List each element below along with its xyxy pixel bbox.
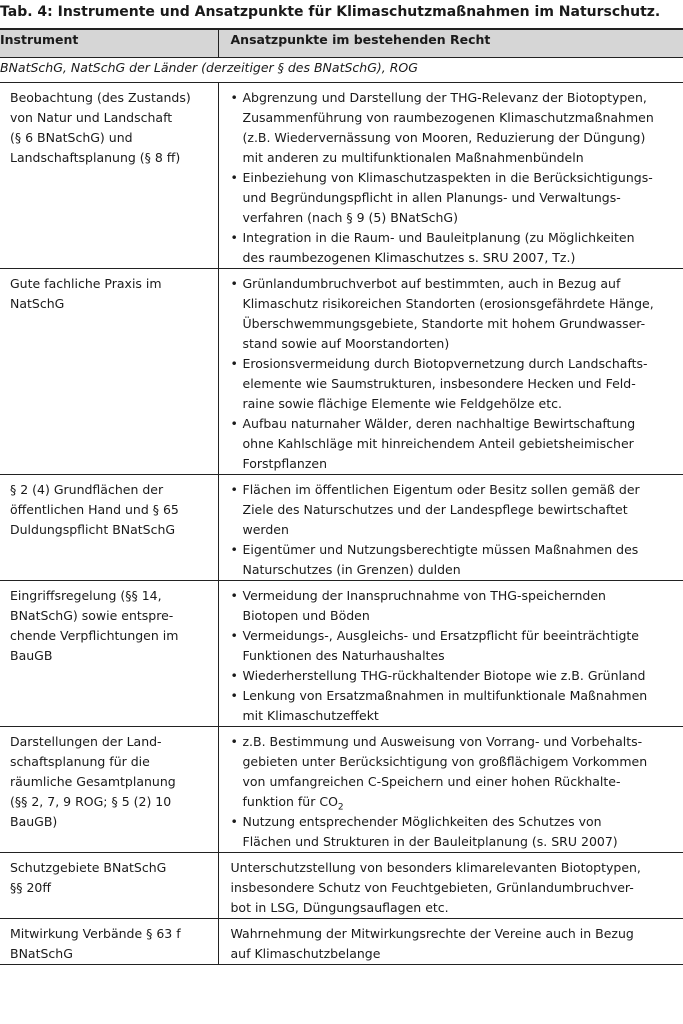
bullet-line: • Nutzung entsprechender Möglichkeiten des Schutzes von: [242, 814, 602, 829]
bullet-line: (z.B. Wiedervernässung von Mooren, Reduzierung der Düngung): [242, 130, 646, 145]
ansatz-cell: [218, 919, 683, 965]
bullet-line: raine sowie flächige Elemente wie Feldgehölze etc.: [242, 396, 562, 411]
instrument-line: BNatSchG) sowie entspre-: [10, 608, 174, 623]
co2-subscript: 2: [337, 802, 344, 813]
instrument-cell: [0, 475, 218, 581]
instrument-line: BauGB): [10, 814, 58, 829]
instrument-cell: [0, 83, 218, 269]
bullet-line: Überschwemmungsgebiete, Standorte mit hohem Grundwasser-: [242, 316, 646, 331]
bullet-list: [231, 586, 676, 726]
ansatz-line: bot in LSG, Düngungsauflagen etc.: [230, 900, 449, 915]
subheader-row: [0, 58, 683, 83]
bullet-line: von umfangreichen C-Speichern und einer hohen Rückhalte-: [242, 774, 621, 789]
header-instrument: Instrument: [0, 29, 218, 58]
ansatz-line: Wahrnehmung der Mitwirkungsrechte der Vereine auch in Bezug: [230, 926, 634, 941]
bullet-item: [231, 812, 676, 852]
bullet-line: Naturschutzes (in Grenzen) dulden: [242, 562, 461, 577]
bullet-item: [231, 540, 676, 580]
bullet-line: • Abgrenzung und Darstellung der THG-Relevanz der Biotoptypen,: [242, 90, 647, 105]
ansatz-cell: [218, 475, 683, 581]
instrument-line: BNatSchG: [10, 946, 73, 961]
bullet-item: [231, 586, 676, 626]
bullet-item: [231, 354, 676, 414]
table-row: [0, 475, 683, 581]
instrument-cell: [0, 581, 218, 727]
bullet-line: Zusammenführung von raumbezogenen Klimaschutzmaßnahmen: [242, 110, 654, 125]
instrument-line: § 2 (4) Grundflächen der: [10, 482, 164, 497]
bullet-line: mit Klimaschutzeffekt: [242, 708, 379, 723]
bullet-list: [231, 88, 676, 268]
instrument-line: Beobachtung (des Zustands): [10, 90, 191, 105]
bullet-item: [231, 168, 676, 228]
instrument-line: Gute fachliche Praxis im: [10, 276, 162, 291]
instrument-line: Schutzgebiete BNatSchG: [10, 860, 167, 875]
bullet-item: [231, 228, 676, 268]
bullet-line: • Lenkung von Ersatzmaßnahmen in multifunktionale Maßnahmen: [242, 688, 648, 703]
bullet-line: gebieten unter Berücksichtigung von großflächigem Vorkommen: [242, 754, 648, 769]
instrument-cell: [0, 919, 218, 965]
bullet-line: Ziele des Naturschutzes und der Landespflege bewirtschaftet: [242, 502, 628, 517]
bullet-item: [231, 274, 676, 354]
instrument-line: Eingriffsregelung (§§ 14,: [10, 588, 162, 603]
instrument-line: Landschaftsplanung (§ 8 ff): [10, 150, 181, 165]
instrument-line: schaftsplanung für die: [10, 754, 150, 769]
bullet-line: • Integration in die Raum- und Bauleitplanung (zu Möglichkeiten: [242, 230, 635, 245]
bullet-line: ohne Kahlschläge mit hinreichendem Anteil gebietsheimischer: [242, 436, 634, 451]
bullet-line: stand sowie auf Moorstandorten): [242, 336, 450, 351]
bullet-line: • Erosionsvermeidung durch Biotopvernetzung durch Landschafts-: [242, 356, 648, 371]
bullet-line: Flächen und Strukturen in der Bauleitplanung (s. SRU 2007): [242, 834, 618, 849]
ansatz-cell: [218, 83, 683, 269]
ansatz-cell: [218, 853, 683, 919]
bullet-line: • Vermeidungs-, Ausgleichs- und Ersatzpflicht für beeinträchtigte: [242, 628, 639, 643]
co2-text: funktion für CO: [242, 794, 338, 809]
instrument-line: Duldungspflicht BNatSchG: [10, 522, 176, 537]
ansatz-cell: [218, 269, 683, 475]
bullet-line: Forstpflanzen: [242, 456, 328, 471]
bullet-line: • Eigentümer und Nutzungsberechtigte müssen Maßnahmen des: [242, 542, 639, 557]
header-ansatzpunkte: Ansatzpunkte im bestehenden Recht: [218, 29, 683, 58]
instrument-line: Darstellungen der Land-: [10, 734, 162, 749]
bullet-line: Klimaschutz risikoreichen Standorten (erosionsgefährdete Hänge,: [242, 296, 654, 311]
instrument-line: §§ 20ff: [10, 880, 51, 895]
instrument-line: (§§ 2, 7, 9 ROG; § 5 (2) 10: [10, 794, 172, 809]
instrument-line: NatSchG: [10, 296, 65, 311]
instrument-cell: [0, 269, 218, 475]
instrument-line: Mitwirkung Verbände § 63 f: [10, 926, 181, 941]
table-title: Tab. 4: Instrumente und Ansatzpunkte für Klimaschutzmaßnahmen im Naturschutz.: [0, 4, 661, 20]
bullet-line: • z.B. Bestimmung und Ausweisung von Vorrang- und Vorbehalts-: [242, 734, 643, 749]
bullet-line: • Grünlandumbruchverbot auf bestimmten, auch in Bezug auf: [242, 276, 621, 291]
bullet-item: [231, 732, 676, 812]
bullet-item: [231, 414, 676, 474]
ansatz-cell: [218, 727, 683, 853]
bullet-line: • Einbeziehung von Klimaschutzaspekten in die Berücksichtigungs-: [242, 170, 653, 185]
ansatz-line: auf Klimaschutzbelange: [230, 946, 381, 961]
bullet-line: • Vermeidung der Inanspruchnahme von THG-speichernden: [242, 588, 606, 603]
bullet-line: werden: [242, 522, 289, 537]
bullet-line: • Wiederherstellung THG-rückhaltender Biotope wie z.B. Grünland: [242, 668, 646, 683]
table-row: [0, 269, 683, 475]
bullet-item: [231, 626, 676, 666]
table-row: [0, 83, 683, 269]
bullet-line: elemente wie Saumstrukturen, insbesondere Hecken und Feld-: [242, 376, 636, 391]
instrument-cell: [0, 727, 218, 853]
instrument-line: öffentlichen Hand und § 65: [10, 502, 179, 517]
table-row: [0, 919, 683, 965]
instrument-line: von Natur und Landschaft: [10, 110, 173, 125]
table-row: [0, 853, 683, 919]
bullet-line: und Begründungspflicht in allen Planungs- und Verwaltungs-: [242, 190, 621, 205]
bullet-item: [231, 88, 676, 168]
bullet-line: Biotopen und Böden: [242, 608, 370, 623]
bullet-item: [231, 480, 676, 540]
instrument-line: BauGB: [10, 648, 53, 663]
bullet-item: [231, 686, 676, 726]
bullet-line: verfahren (nach § 9 (5) BNatSchG): [242, 210, 458, 225]
bullet-line: Funktionen des Naturhaushaltes: [242, 648, 445, 663]
table-row: [0, 581, 683, 727]
bullet-line: • Aufbau naturnaher Wälder, deren nachhaltige Bewirtschaftung: [242, 416, 636, 431]
instrument-cell: [0, 853, 218, 919]
bullet-line: • Flächen im öffentlichen Eigentum oder Besitz sollen gemäß der: [242, 482, 640, 497]
subheader-text: BNatSchG, NatSchG der Länder (derzeitiger § des BNatSchG), ROG: [0, 58, 683, 83]
instrument-line: räumliche Gesamtplanung: [10, 774, 176, 789]
bullet-list: [231, 274, 676, 474]
ansatz-line: Unterschutzstellung von besonders klimarelevanten Biotoptypen,: [230, 860, 641, 875]
instrument-line: chende Verpflichtungen im: [10, 628, 179, 643]
bullet-line: [243, 792, 676, 812]
table-row: [0, 727, 683, 853]
ansatz-line: insbesondere Schutz von Feuchtgebieten, Grünlandumbruchver-: [230, 880, 634, 895]
table-header-row: [0, 29, 683, 58]
bullet-list: [231, 480, 676, 580]
bullet-list: [231, 732, 676, 852]
ansatz-cell: [218, 581, 683, 727]
bullet-line: mit anderen zu multifunktionalen Maßnahmenbündeln: [242, 150, 584, 165]
bullet-item: [231, 666, 676, 686]
instrument-table: [0, 28, 683, 965]
bullet-line: des raumbezogenen Klimaschutzes s. SRU 2007, Tz.): [242, 250, 576, 265]
instrument-line: (§ 6 BNatSchG) und: [10, 130, 133, 145]
